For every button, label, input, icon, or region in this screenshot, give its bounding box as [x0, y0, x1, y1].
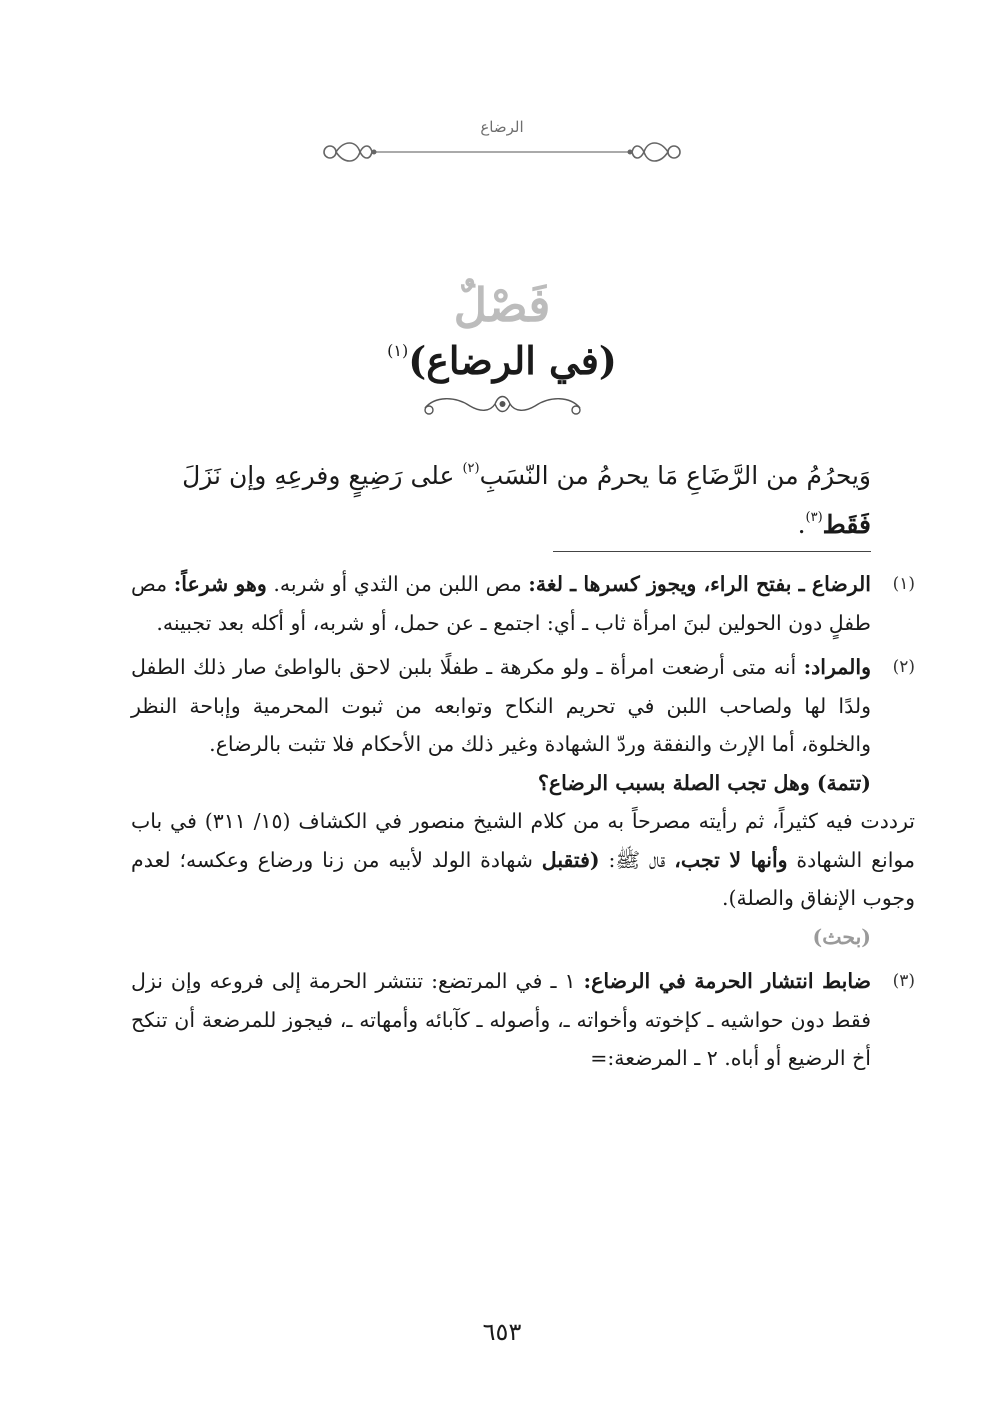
page-number: ٦٥٣ [482, 1318, 522, 1346]
main-text: وَيحرُمُ من الرَّضَاعِ مَا يحرمُ من النّسَبِ$^{(٢)}$ على رَضِيعٍ وفرعِهِ وإن نَزَلَ فَقَط$^{(٣)}$. [182, 461, 871, 539]
footnotes [131, 565, 915, 1078]
footnote-number: (٣) [892, 971, 915, 991]
section-title-text: (في الرضاع) [408, 338, 617, 383]
bahth-label: (بحث) [812, 924, 871, 949]
title-ornament-icon [415, 388, 590, 420]
chapter-label: فَصْلٌ [453, 278, 551, 332]
section-title [0, 338, 1004, 383]
footnote-ref-2: (٢) [462, 461, 480, 476]
header-ornament-icon [312, 132, 692, 172]
footnote-separator [553, 551, 871, 552]
footnote-3: (٣) ضابط انتشار الحرمة في الرضاع: ١ ـ في المرتضع: تنتشر الحرمة إلى فروعه وإن نزل فقط دون حواشيه ـ كإخوته وأخواته ـ، وأصوله ـ كآبائه وأمهاته ـ، فيجوز للمرضعة أن تنكح أخ الرضيع أو أباه. ٢ ـ المرضعة:= [131, 962, 871, 1078]
footnote-number: (٢) [892, 657, 915, 677]
footnote-2: (٢) والمراد: أنه متى أرضعت امرأة ـ ولو مكرهة ـ طفلًا بلبن لاحق بالواطئ صار ذلك الطفل ولدًا لها ولصاحب اللبن في تحريم النكاح وتوابعه من ثبوت المحرمية وإباحة النظر والخلوة، أما الإرث والنفقة وردّ الشهادة وغير ذلك من الأحكام فلا تثبت بالرضاع. (تتمة) وهل تجب الصلة بسبب الرضاع؟ ترددت فيه كثيراً، ثم رأيته مصرحاً به من كلام الشيخ منصور في الكشاف (١٥/ ٣١١) في باب موانع الشهادة وأنها لا تجب، قال ﷺ: (فتقبل شهادة الولد لأبيه من زنا ورضاع وعكسه؛ لعدم وجوب الإنفاق والصلة). (بحث) [131, 648, 871, 956]
footnote-ref-1: (١) [387, 341, 409, 360]
footnote-question: (تتمة) وهل تجب الصلة بسبب الرضاع؟ [538, 770, 871, 795]
footnote-1: (١) الرضاع ـ بفتح الراء، ويجوز كسرها ـ لغة: مص اللبن من الثدي أو شربه. وهو شرعاً: مص طفلٍ دون الحولين لبنَ امرأة ثاب ـ أي: اجتمع ـ عن حمل، أو شربه، أو أكله بعد تجبينه. [131, 565, 871, 642]
running-header: الرضاع [480, 118, 524, 136]
footnote-number: (١) [892, 574, 915, 594]
footnote-ref-3: (٣) [805, 510, 823, 525]
